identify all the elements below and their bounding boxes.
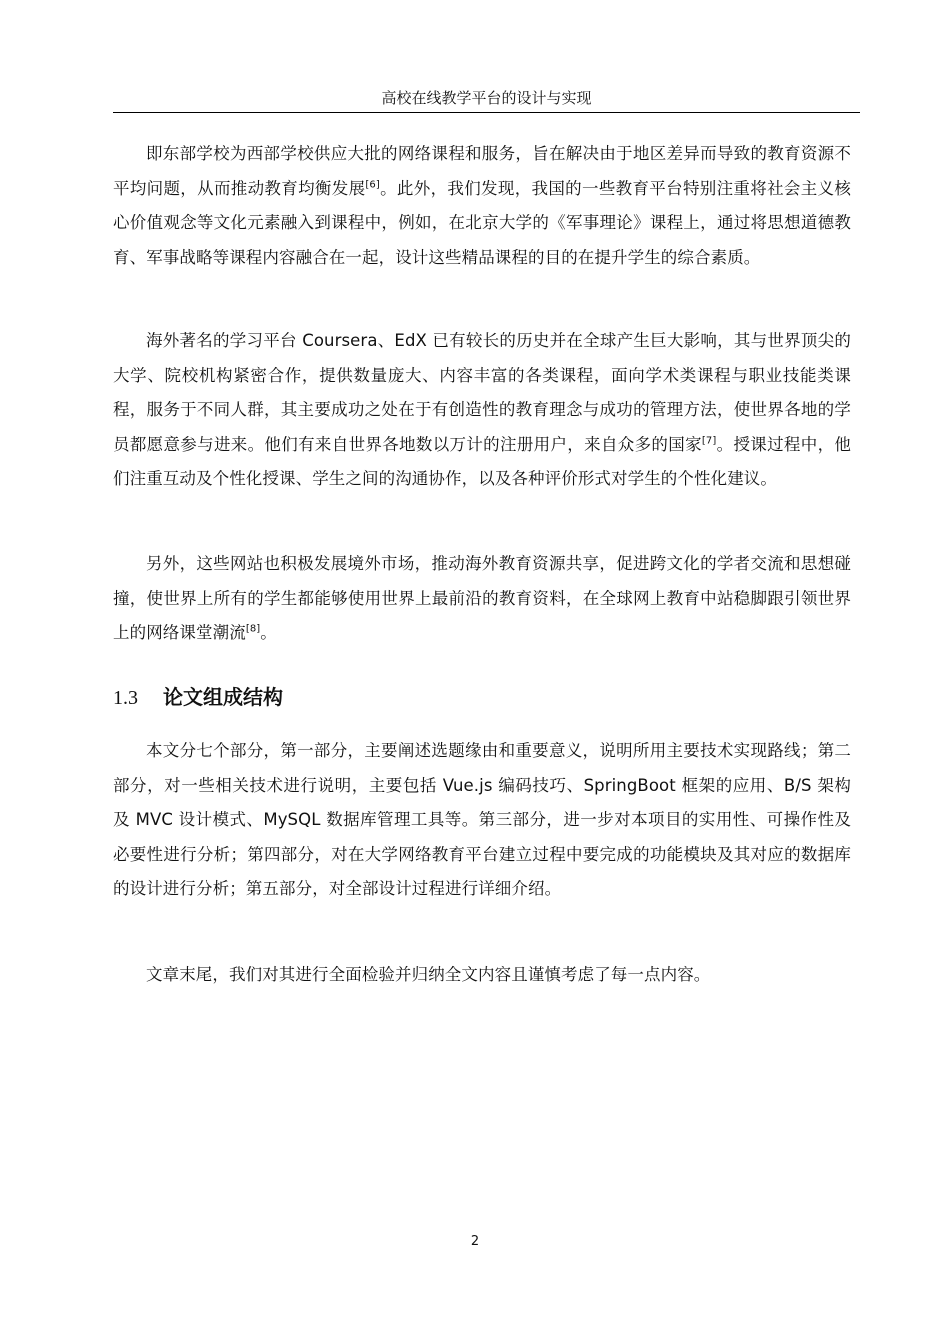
header-rule <box>113 112 860 113</box>
page-header: 高校在线教学平台的设计与实现 <box>381 89 592 107</box>
paragraph-thesis-structure: 本文分七个部分，第一部分，主要阐述选题缘由和重要意义，说明所用主要技术实现路线；第二部分，对一些相关技术进行说明，主要包括 Vue.js 编码技巧、SpringBoot 框架的应用、B/S 架构及 MVC 设计模式、MySQL 数据库管理工具等。第三部分，进一步对本项目的实用性、可操作性及必要性进行分析；第四部分，对在大学网络教育平台建立过程中要完成的功能模块及其对应的数据库的设计进行分析；第五部分，对全部设计过程进行详细介绍。 <box>113 741 851 898</box>
paragraph-text: 。此外，我们发现，我国的一些教育平台特别注重将社会主义核心价值观念等文化元素融入到课程中，例如，在北京大学的《军事理论》课程上，通过将思想道德教育、军事战略等课程内容融合在一起，设计这些精品课程的目的在提升学生的综合素质。 <box>113 178 851 267</box>
paragraph-text: 另外，这些网站也积极发展境外市场，推动海外教育资源共享，促进跨文化的学者交流和思想碰撞，使世界上所有的学生都能够使用世界上最前沿的教育资料，在全球网上教育中站稳脚跟引领世界上的网络课堂潮流 <box>113 554 851 642</box>
paragraph-text: 海外著名的学习平台 Coursera、EdX 已有较长的历史并在全球产生巨大影响，其与世界顶尖的大学、院校机构紧密合作，提供数量庞大、内容丰富的各类课程，面向学术类课程与职业技能类课程，服务于不同人群，其主要成功之处在于有创造性的教育理念与成功的管理方法，使世界各地的学员都愿意参与进来。他们有来自世界各地数以万计的注册用户，来自众多的国家 <box>113 331 851 454</box>
paragraph-text: 。 <box>260 623 277 642</box>
paragraph-overseas-platforms <box>113 324 851 497</box>
page-number: 2 <box>470 1234 480 1249</box>
citation-ref: [8] <box>245 623 261 635</box>
section-heading <box>113 680 283 715</box>
paragraph-text: 即东部学校为西部学校供应大批的网络课程和服务，旨在解决由于地区差异而导致的教育资源不平均问题，从而推动教育均衡发展 <box>113 144 851 198</box>
paragraph-text: 。授课过程中，他们注重互动及个性化授课、学生之间的沟通协作，以及各种评价形式对学生的个性化建议。 <box>113 434 851 488</box>
citation-ref: [7] <box>701 435 717 446</box>
paragraph-overseas-markets <box>113 547 851 651</box>
citation-ref: [6] <box>365 179 380 190</box>
paragraph-conclusion: 文章末尾，我们对其进行全面检验并归纳全文内容且谨慎考虑了每一点内容。 <box>146 965 711 984</box>
section-title: 论文组成结构 <box>163 685 283 709</box>
section-number: 1.3 <box>113 687 138 709</box>
paragraph-regional-education <box>113 137 851 275</box>
